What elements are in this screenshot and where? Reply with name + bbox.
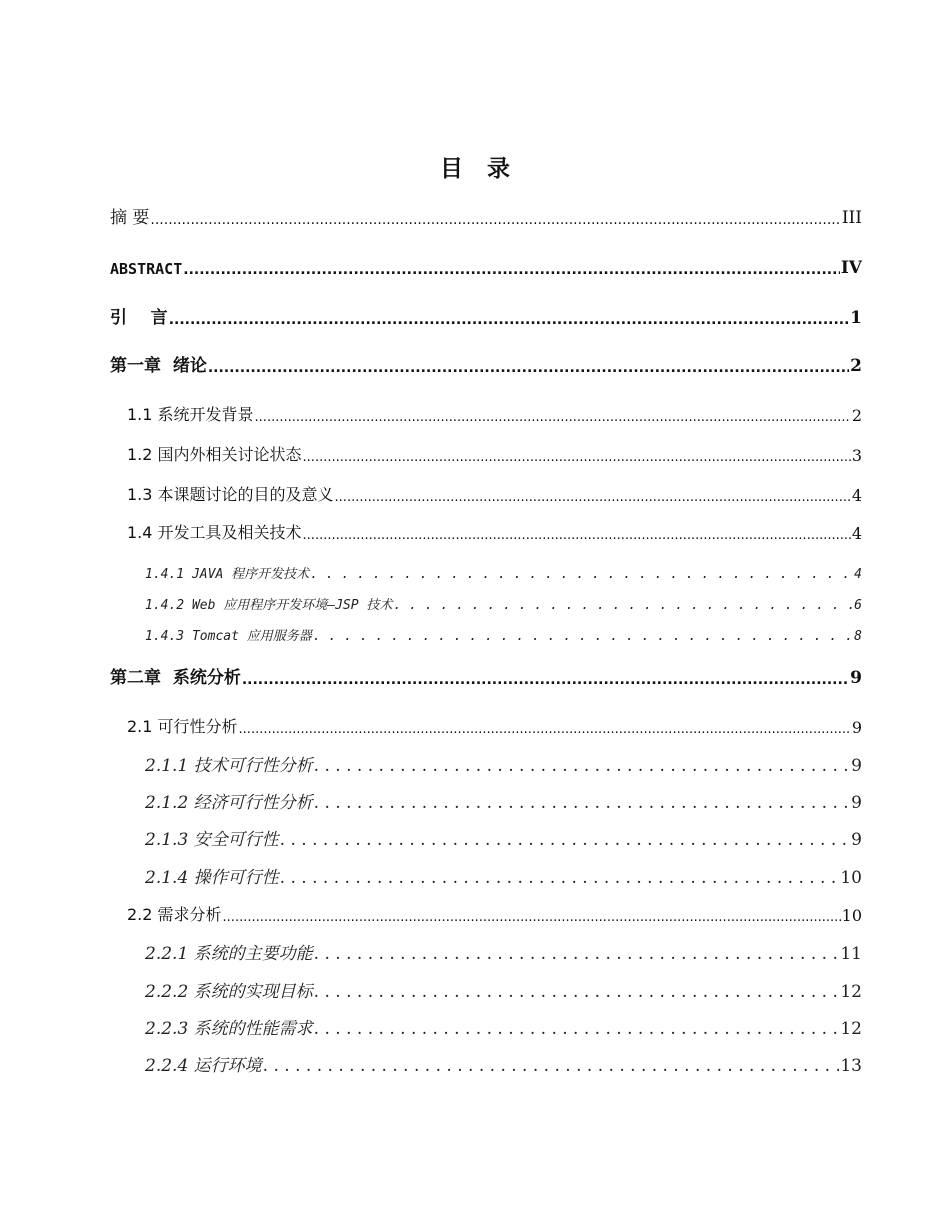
toc-entry-label: 第一章 绪论	[110, 356, 207, 376]
toc-entry-label: 1.2 国内外相关讨论状态	[127, 445, 302, 464]
toc-entry-label: 1.4 开发工具及相关技术	[127, 523, 302, 542]
toc-entry-label: 1.4.2 Web 应用程序开发环境—JSP 技术	[145, 598, 393, 613]
toc-entry-label: 2.1.1 技术可行性分析	[145, 756, 313, 776]
toc-entry-page: 6	[854, 598, 862, 613]
toc-leader-dots	[393, 598, 853, 613]
toc-title-left: 目	[440, 156, 463, 182]
toc-entry-label: 2.1.4 操作可行性	[145, 868, 279, 888]
toc-entry-label: 第二章 系统分析	[110, 668, 241, 688]
toc-leader-dots	[335, 490, 851, 505]
toc-entry-abstract-cn[interactable]	[110, 202, 862, 228]
toc-entry-page: 9	[851, 793, 862, 813]
toc-entry-page: 4	[851, 486, 862, 505]
toc-entry-label: 2.1.2 经济可行性分析	[145, 793, 313, 813]
toc-entry-2-2-2[interactable]	[145, 976, 862, 1002]
toc-entry-label: 2.2.3 系统的性能需求	[145, 1019, 313, 1039]
toc-leader-dots	[310, 567, 853, 582]
toc-leader-dots	[169, 312, 849, 328]
toc-entry-1-1[interactable]	[127, 399, 862, 425]
toc-entry-page: 9	[851, 830, 862, 850]
toc-entry-2-1-2[interactable]	[145, 787, 862, 813]
toc-leader-dots	[208, 360, 849, 376]
toc-entry-2-1-3[interactable]	[145, 824, 862, 850]
toc-entry-label: 1.1 系统开发背景	[127, 405, 254, 424]
toc-leader-dots	[314, 756, 851, 776]
toc-leader-dots	[314, 982, 840, 1002]
toc-entry-2-2-1[interactable]	[145, 938, 862, 964]
toc-entry-label: 2.2.1 系统的主要功能	[145, 944, 313, 964]
toc-entry-label: 1.4.3 Tomcat 应用服务器	[145, 629, 312, 644]
toc-entry-1-4[interactable]	[127, 517, 862, 543]
toc-entry-2-1-4[interactable]	[145, 862, 862, 888]
toc-entry-label: 1.3 本课题讨论的目的及意义	[127, 485, 334, 504]
toc-entry-2-1-1[interactable]	[145, 750, 862, 776]
toc-entry-label: 1.4.1 JAVA 程序开发技术	[145, 567, 310, 582]
toc-entry-page: 2	[850, 356, 862, 376]
toc-entry-label: 2.2.2 系统的实现目标	[145, 982, 313, 1002]
toc-entry-label: 2.1.3 安全可行性	[145, 830, 279, 850]
toc-entry-2-1[interactable]	[127, 711, 862, 737]
toc-entry-page: 9	[850, 668, 862, 688]
toc-entry-page: 11	[840, 944, 862, 964]
toc-title-right: 录	[487, 156, 510, 182]
toc-leader-dots	[242, 672, 849, 688]
toc-entry-1-4-3[interactable]	[145, 618, 862, 644]
toc-entry-label: 2.2 需求分析	[127, 905, 222, 924]
toc-entry-page: 9	[851, 756, 862, 776]
toc-leader-dots	[223, 910, 841, 925]
toc-entry-page: 8	[854, 629, 862, 644]
toc-entry-1-4-1[interactable]	[145, 556, 862, 582]
toc-entry-1-3[interactable]	[127, 479, 862, 505]
toc-entry-page: IV	[840, 258, 862, 278]
toc-entry-introduction[interactable]	[110, 302, 862, 328]
toc-entry-label: 摘 要	[110, 208, 150, 228]
toc-entry-2-2[interactable]	[127, 899, 862, 925]
toc-entry-page: III	[841, 208, 862, 228]
toc-title	[0, 150, 950, 183]
toc-entry-chapter-2[interactable]	[110, 662, 862, 688]
toc-entry-page: 4	[854, 567, 862, 582]
toc-entry-label: 2.1 可行性分析	[127, 717, 238, 736]
toc-leader-dots	[239, 722, 851, 737]
toc-entry-page: 12	[840, 982, 862, 1002]
toc-leader-dots	[280, 830, 851, 850]
toc-entry-page: 1	[850, 308, 862, 328]
toc-entry-chapter-1[interactable]	[110, 350, 862, 376]
toc-leader-dots	[313, 629, 853, 644]
toc-entry-label: ABSTRACT	[110, 260, 183, 278]
toc-entry-page: 10	[840, 868, 862, 888]
toc-leader-dots	[303, 450, 851, 465]
toc-leader-dots	[314, 944, 840, 964]
toc-leader-dots	[314, 1019, 840, 1039]
toc-leader-dots	[314, 793, 851, 813]
toc-entry-1-2[interactable]	[127, 439, 862, 465]
toc-entry-label: 引 言	[110, 308, 168, 328]
toc-entry-1-4-2[interactable]	[145, 587, 862, 613]
toc-leader-dots	[183, 262, 840, 278]
toc-entry-page: 12	[840, 1019, 862, 1039]
toc-entry-page: 9	[851, 718, 862, 737]
toc-entry-page: 3	[851, 446, 862, 465]
toc-leader-dots	[263, 1056, 840, 1076]
toc-entry-2-2-3[interactable]	[145, 1013, 862, 1039]
toc-entry-page: 2	[851, 406, 862, 425]
toc-entry-page: 4	[851, 524, 862, 543]
toc-entry-label: 2.2.4 运行环境	[145, 1056, 262, 1076]
toc-entry-page: 10	[841, 906, 862, 925]
toc-leader-dots	[150, 212, 840, 228]
toc-entry-2-2-4[interactable]	[145, 1050, 862, 1076]
toc-entry-abstract-en[interactable]	[110, 252, 862, 278]
toc-leader-dots	[280, 868, 840, 888]
toc-leader-dots	[303, 528, 851, 543]
toc-entry-page: 13	[840, 1056, 862, 1076]
toc-leader-dots	[255, 410, 851, 425]
